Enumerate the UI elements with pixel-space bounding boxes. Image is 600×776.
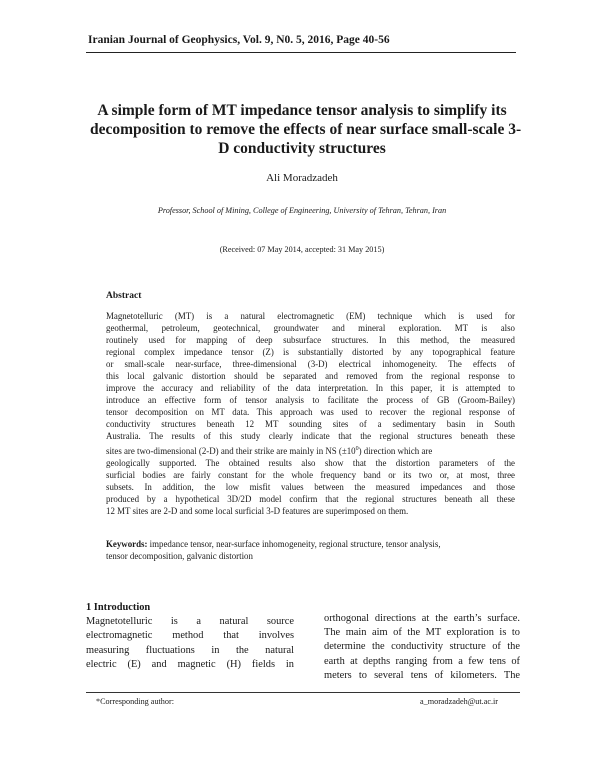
footnote-rule xyxy=(86,692,520,693)
title-line: decomposition to remove the effects of near surface small-scale 3- xyxy=(90,121,522,138)
abstract-line: regional complex impedance tensor (Z) is substantially distorted by any topographical feature xyxy=(106,347,515,358)
strike-tail: ) direction which are xyxy=(358,445,433,456)
title-line: A simple form of MT impedance tensor analysis to simplify its xyxy=(97,102,507,119)
keywords-label: Keywords: xyxy=(106,539,148,549)
abstract-heading: Abstract xyxy=(106,291,142,301)
intro-line: determine the conductivity structure of the xyxy=(324,641,520,653)
intro-line: orthogonal directions at the earth’s surface. xyxy=(324,613,520,624)
title-line: D conductivity structures xyxy=(218,140,386,157)
abstract-line: produced by a hypothetical 3D/2D model confirm that the regional structures beneath all these xyxy=(106,493,515,504)
abstract-line-strike xyxy=(106,443,515,457)
abstract-line: routinely used for mapping of deep subsurface structures. In this method, the measured xyxy=(106,335,515,346)
journal-header: Iranian Journal of Geophysics, Vol. 9, N0. 5, 2016, Page 40-56 xyxy=(88,34,390,46)
abstract-line: Australia. The results of this study clearly indicate that the regional structures beneath these xyxy=(106,431,515,442)
abstract-line: geologically supported. The obtained results also show that the distortion parameters of the xyxy=(106,457,515,468)
intro-line: earth at depths ranging from a few tens of xyxy=(324,655,520,667)
received-dates: (Received: 07 May 2014, accepted: 31 May 2015) xyxy=(219,245,385,254)
abstract-line: tensor decomposition on MT data. This approach was used to recover the regional response of xyxy=(106,407,515,418)
degree-superscript: 0 xyxy=(355,445,359,452)
abstract-line: subsets. In addition, the low misfit values between the measured impedances and those xyxy=(106,481,515,492)
intro-line: measuring fluctuations in the natural xyxy=(86,644,294,656)
intro-line: meters to several tens of kilometers. The xyxy=(324,669,520,681)
intro-heading: 1 Introduction xyxy=(86,602,151,613)
abstract-line: Magnetotelluric (MT) is a natural electromagnetic (EM) technique which is used for xyxy=(106,311,515,321)
abstract-line: conductivity structures beneath 12 MT sounding sites of a sedimentary basin in South xyxy=(106,419,515,430)
strike-text: sites are two-dimensional (2-D) and their strike are mainly in NS (±10 xyxy=(106,445,356,456)
author-affiliation: Professor, School of Mining, College of Engineering, University of Tehran, Tehran, Iran xyxy=(157,206,447,215)
intro-line: electric (E) and magnetic (H) fields in xyxy=(86,658,294,670)
intro-line: The main aim of the MT exploration is to xyxy=(324,627,520,639)
keywords-text-2: tensor decomposition, galvanic distortion xyxy=(106,551,253,561)
abstract-line: surficial bodies are fairly constant for the whole frequency band or its two or, at most, three xyxy=(106,469,515,480)
corresponding-author-label: *Corresponding author: xyxy=(96,697,174,706)
abstract-line: 12 MT sites are 2-D and some local surficial 3-D features are superimposed on them. xyxy=(106,505,409,516)
abstract-line: or small-scale near-surface, three-dimensional (3-D) electrical inhomogeneity. The effects of xyxy=(106,359,515,370)
abstract-line: this local galvanic distortion should be separated and removed from the regional response to xyxy=(106,371,515,382)
intro-column-right xyxy=(324,612,520,683)
author-name: Ali Moradzadeh xyxy=(266,172,338,184)
keywords xyxy=(106,538,515,562)
header-rule xyxy=(86,52,516,53)
abstract-line: geothermal, petroleum, geotechnical, groundwater and mineral exploration. MT is also xyxy=(106,323,515,334)
intro-line: Magnetotelluric is a natural source xyxy=(86,616,294,628)
keywords-text: impedance tensor, near-surface inhomogeneity, regional structure, tensor analysis, xyxy=(147,539,441,549)
abstract-line: introduce an effective form of tensor analysis to facilitate the process of GB (Groom-Bailey) xyxy=(106,395,515,406)
intro-column-left xyxy=(86,601,294,672)
abstract-line: improve the accuracy and reliability of the data interpretation. In this paper, it is attempted to xyxy=(106,383,515,394)
author-email[interactable]: a_moradzadeh@ut.ac.ir xyxy=(420,697,499,706)
intro-line: electromagnetic method that involves xyxy=(86,630,294,642)
paper-title xyxy=(90,101,522,158)
abstract-body xyxy=(106,310,515,517)
